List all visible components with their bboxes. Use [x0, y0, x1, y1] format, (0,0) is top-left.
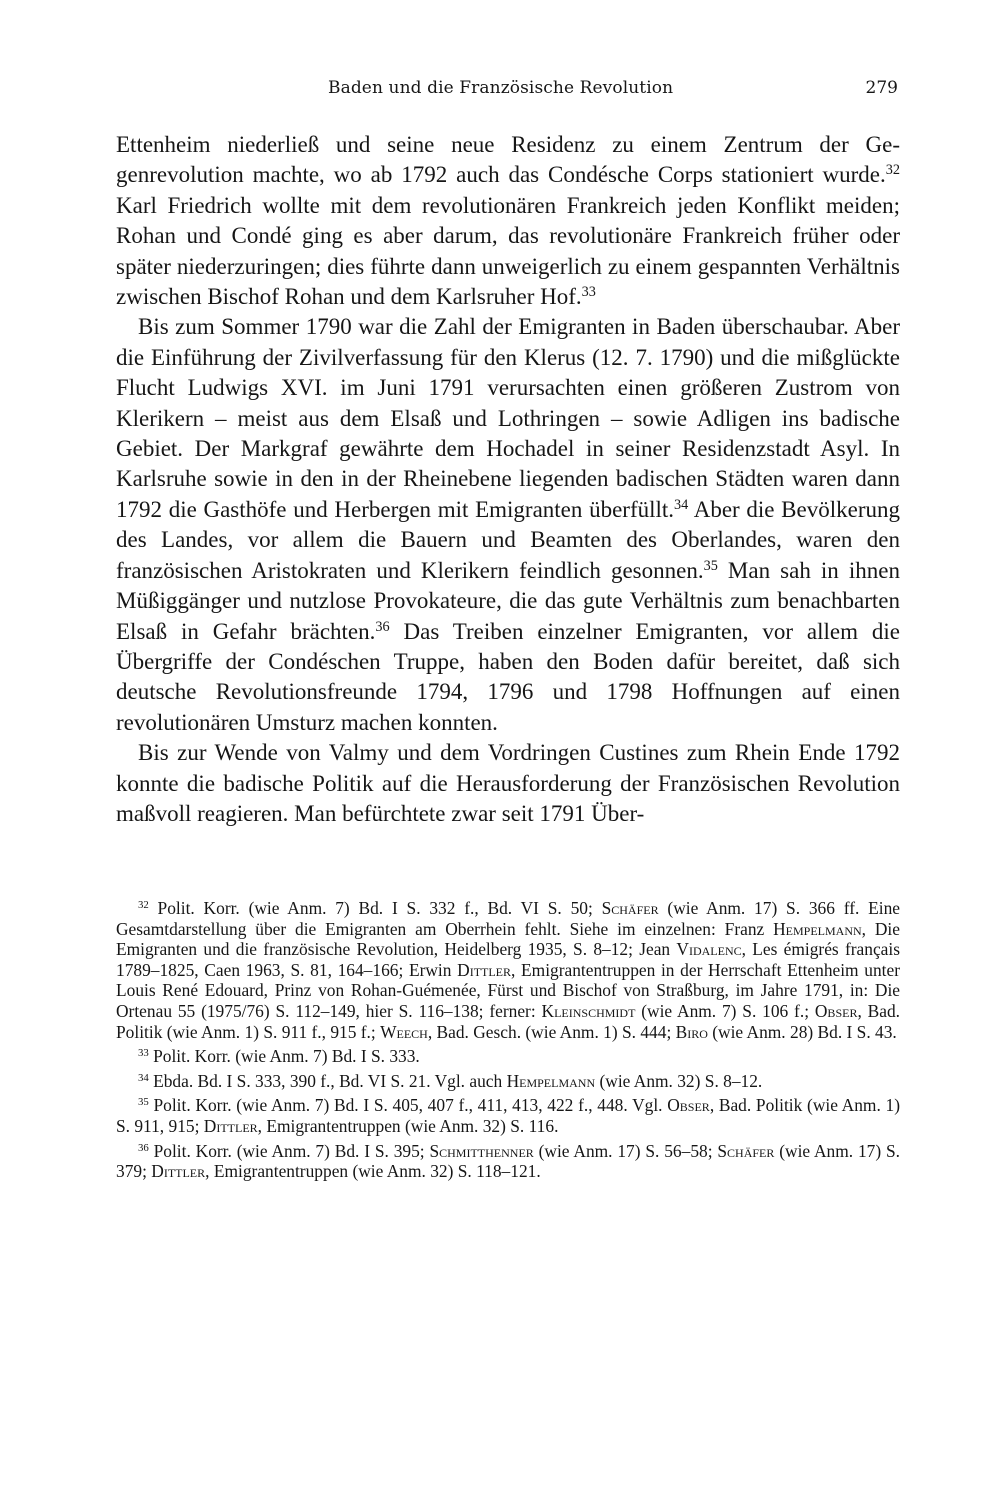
paragraph-text: Das Treiben einzelner Emigranten, vor allem die Übergriffe der Condéschen Truppe, haben den Boden dafür bereitet, daß sich deutsche Revolutionsfreunde 1794, 1796 und 1798 Hoffnungen auf einen revolutionären Umsturz machen konnten. [116, 618, 900, 735]
footnote-text: , Emigrantentruppen in der Herrschaft Ettenheim unter Louis René Edouard, Prinz von Rohan-Guémenée, Fürst und Bischof von Straßburg, im Jahre 1791, in: Die Ortenau 55 (1975/76) S. 112–149, hier S. 116–138; ferner: [116, 959, 900, 1021]
footnote-text: (wie Anm. 7) S. 106 f.; [635, 1000, 815, 1021]
footnote-text: , Bad. Gesch. (wie Anm. 1) S. 444; [427, 1021, 676, 1042]
footnote [116, 1046, 900, 1067]
paragraph-text: Ettenheim niederließ und seine neue Residenz zu einem Zentrum der Gegenrevolution machte, wo ab 1792 auch das Condésche Corps stationiert wurde. [116, 132, 900, 188]
running-header [116, 78, 900, 104]
author-name: Kleinschmidt [541, 1000, 636, 1021]
footnote-text: , Die Emigranten und die französische Revolution, Heidelberg 1935, S. 8–12; Jean [116, 918, 900, 960]
footnote [116, 1071, 900, 1092]
footnote-marker: 36 [375, 618, 390, 635]
footnotes [116, 898, 900, 1186]
author-name: Weech [380, 1021, 428, 1042]
footnote-marker: 36 [138, 1141, 149, 1154]
author-name: Dittler [151, 1161, 206, 1182]
paragraph-text: Karl Friedrich wollte mit dem revolutionären Frankreich jeden Konflikt meiden; Rohan und Condé ging es aber darum, das revolutionäre Frankreich früher oder später niederzuringen; dies führte dann unweigerlich zu einem gespannten Verhältnis zwischen Bischof Rohan und dem Karlsruher Hof. [116, 192, 900, 310]
author-name: Dittler [203, 1115, 258, 1136]
footnote-text: (wie Anm. 17) S. 379; [116, 1140, 900, 1182]
footnote-text: (wie Anm. 32) S. 8–12. [595, 1070, 763, 1091]
footnote-marker: 33 [138, 1047, 149, 1060]
footnote-marker: 34 [674, 497, 689, 514]
footnote-text: Polit. Korr. (wie Anm. 7) Bd. I S. 405, 407 f., 411, 413, 422 f., 448. Vgl. [148, 1095, 668, 1116]
paragraph [116, 130, 900, 312]
author-name: Schäfer [601, 898, 659, 918]
footnote-text: (wie Anm. 17) S. 366 ff. Eine Gesamtdarstellung über die Emigranten am Oberrhein fehlt. Siehe im einzelnen: Franz [116, 898, 900, 939]
author-name: Obser [667, 1095, 710, 1116]
footnote-marker: 34 [138, 1071, 149, 1084]
footnote-marker: 33 [581, 284, 596, 301]
footnote-text: (wie Anm. 28) Bd. I S. 43. [707, 1021, 897, 1042]
footnote-marker: 32 [138, 899, 149, 912]
page-number: 279 [865, 78, 898, 98]
footnote-text: , Emigrantentruppen (wie Anm. 32) S. 116. [257, 1115, 559, 1136]
footnote-marker: 35 [138, 1096, 149, 1109]
paragraph [116, 312, 900, 738]
author-name: Obser [814, 1000, 858, 1021]
paragraph-text: Aber die Bevölkerung des Landes, vor allem die Bauern und Beamten des Oberlandes, waren den französischen Aristokraten und Klerikern feindlich gesonnen. [116, 496, 900, 583]
paragraph-text: Man sah in ihnen Müßiggänger und nutzlose Provokateure, die das gute Verhältnis zum benachbarten Elsaß in Gefahr brächten. [116, 557, 900, 644]
footnote [116, 1095, 900, 1136]
author-name: Schäfer [717, 1140, 775, 1161]
footnote-text: , Les émigrés français 1789–1825, Caen 1963, S. 81, 164–166; Erwin [116, 939, 901, 980]
footnote-text: (wie Anm. 17) S. 56–58; [533, 1140, 718, 1161]
author-name: Hempelmann [773, 918, 862, 939]
footnote-text: Polit. Korr. (wie Anm. 7) Bd. I S. 395; [148, 1140, 430, 1161]
footnote [116, 898, 900, 1042]
author-name: Hempelmann [506, 1070, 596, 1091]
author-name: Dittler [457, 959, 512, 980]
footnote-text: Polit. Korr. (wie Anm. 7) Bd. I S. 333. [148, 1046, 420, 1067]
main-text [116, 130, 900, 829]
footnote-marker: 35 [703, 557, 718, 574]
author-name: Schmitthenner [429, 1140, 534, 1161]
running-title: Baden und die Französische Revolution [328, 78, 674, 98]
author-name: Vidalenc [676, 939, 742, 960]
paragraph-text: Bis zum Sommer 1790 war die Zahl der Emigranten in Baden überschaubar. Aber die Einführung der Zivilverfassung für den Klerus (12. 7. 1790) und die mißglückte Flucht Ludwigs XVI. im Juni 1791 verursachten einen größeren Zustrom von Klerikern – meist aus dem Elsaß und Lothringen – sowie Adligen ins badische Gebiet. Der Markgraf gewährte dem Hochadel in seiner Residenzstadt Asyl. In Karlsruhe sowie in den in der Rheinebene liegenden badischen Städten waren dann 1792 die Gasthöfe und Herbergen mit Emigranten überfüllt. [116, 314, 900, 522]
footnote-text: Polit. Korr. (wie Anm. 7) Bd. I S. 332 f., Bd. VI S. 50; [148, 898, 602, 918]
footnote-text: , Bad. Politik (wie Anm. 1) S. 911, 915; [116, 1095, 900, 1136]
paragraph [116, 738, 900, 829]
footnote-text: Ebda. Bd. I S. 333, 390 f., Bd. VI S. 21. Vgl. auch [148, 1070, 507, 1091]
footnote-text: , Bad. Politik (wie Anm. 1) S. 911 f., 915 f.; [116, 1000, 900, 1042]
footnote-text: , Emigrantentruppen (wie Anm. 32) S. 118–121. [205, 1161, 541, 1182]
footnote [116, 1141, 900, 1182]
author-name: Biro [675, 1021, 708, 1042]
paragraph-text: Bis zur Wende von Valmy und dem Vordringen Custines zum Rhein Ende 1792 konnte die badische Politik auf die Herausforderung der Französischen Revolution maßvoll reagieren. Man befürchtete zwar seit 1791 Über- [116, 740, 900, 826]
footnote-marker: 32 [885, 162, 900, 179]
